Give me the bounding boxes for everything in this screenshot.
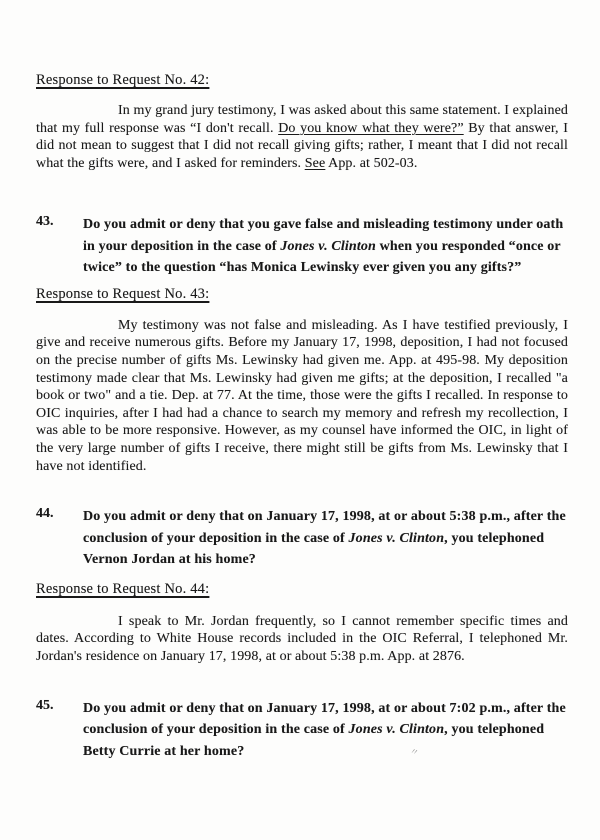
request-43-text-2: when you responded “once or twice” to the question “has Monica Lewinsky ever given you any gifts?”: [83, 238, 561, 276]
response-44-paragraph: I speak to Mr. Jordan frequently, so I cannot remember specific times and dates. According to White House records included in the OIC Referral, I telephoned Mr. Jordan's residence on January 17, 1998, at or about 5:38 p.m. App. at 2876.: [36, 613, 568, 664]
request-45-text-2: , you telephoned Betty Currie at her home?: [83, 722, 545, 759]
request-45-text-1: Do you admit or deny that on January 17, 1998, at or about 7:02 p.m., after the conclusion of your deposition in the case of: [83, 700, 566, 737]
response-42-paragraph: [36, 102, 568, 172]
response-44-heading-text: Response to Request No. 44:: [36, 580, 210, 597]
response-42-text-3: App. at 502-03.: [325, 155, 418, 171]
case-name-jones-v-clinton: Jones v. Clinton: [280, 238, 376, 254]
request-45-number: 45.: [36, 697, 54, 713]
response-43-heading-text: Response to Request No. 43:: [36, 285, 210, 302]
request-44-number: 44.: [36, 506, 54, 522]
response-42-text-1: In my grand jury testimony, I was asked about this same statement. I explained that my full response was “I don't recall.: [36, 103, 568, 136]
response-42-underlined-quote: Do you know what they were?”: [278, 120, 464, 136]
request-44-text-2: , you telephoned Vernon Jordan at his home?: [83, 530, 545, 568]
response-43-heading: [36, 286, 568, 303]
response-42-heading: [36, 72, 568, 89]
response-43-paragraph: My testimony was not false and misleading. As I have testified previously, I give and receive numerous gifts. Before my January 17, 1998, deposition, I had not focused on the precise number of gifts Ms. Lewinsky had given me. App. at 495-98. My deposition testimony made clear that Ms. Lewinsky had given me gifts; at the deposition, I recalled "a book or two" and a tie. Dep. at 77. At the time, those were the gifts I recalled. In response to OIC inquiries, after I had had a chance to search my memory and refresh my recollection, I was able to be more responsive. However, as my counsel have informed the OIC, in light of the very large number of gifts I receive, there might still be gifts from Ms. Lewinsky that I have not identified.: [36, 317, 568, 474]
request-45-text: [83, 698, 568, 763]
request-43-item: [36, 214, 568, 279]
request-43-text-1: Do you admit or deny that you gave false and misleading testimony under oath in your deposition in the case of: [83, 217, 564, 254]
request-43-number: 43.: [36, 214, 54, 230]
scan-artifact-mark: 〃: [408, 745, 421, 759]
request-44-item: [36, 506, 568, 571]
response-42-heading-text: Response to Request No. 42:: [36, 72, 210, 88]
case-name-jones-v-clinton: Jones v. Clinton: [348, 722, 445, 737]
request-44-text-1: Do you admit or deny that on January 17, 1998, at or about 5:38 p.m., after the conclusion of your deposition in the case of: [83, 509, 566, 546]
response-44-heading: [36, 581, 568, 598]
request-43-text: [83, 214, 568, 279]
request-45-item: [36, 698, 568, 763]
response-42-text-2: By that answer, I did not mean to suggest that I did not recall giving gifts; rather, I meant that I did not recall what the gifts were, and I asked for reminders.: [36, 120, 568, 171]
case-name-jones-v-clinton: Jones v. Clinton: [348, 530, 445, 546]
see-citation: See: [304, 155, 326, 171]
request-44-text: [83, 506, 568, 571]
